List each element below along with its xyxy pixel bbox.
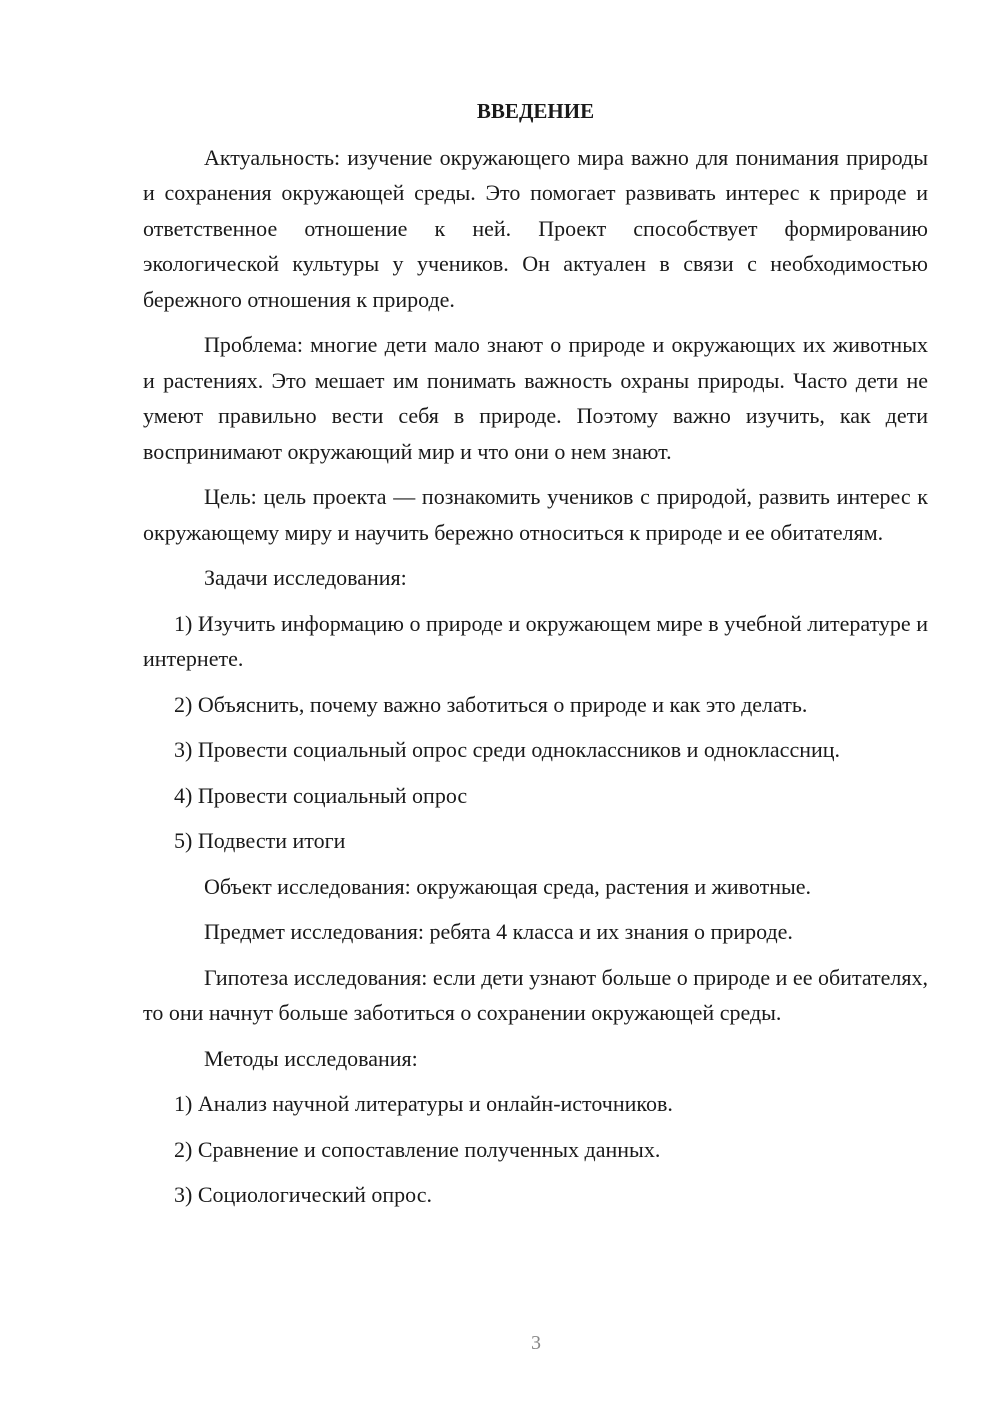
method-item: 1) Анализ научной литературы и онлайн-источников. <box>174 1091 673 1116</box>
problem-paragraph: Проблема: многие дети мало знают о природе и окружающих их животных и растениях. Это мешает им понимать важность охраны природы. Часто дети не умеют правильно вести себя в природе. Поэтому важно изучить, как дети воспринимают окружающий мир и что они о нем знают. <box>143 332 928 464</box>
task-item: 2) Объяснить, почему важно заботиться о природе и как это делать. <box>174 691 808 717</box>
methods-list <box>143 1086 928 1213</box>
relevance-paragraph: Актуальность: изучение окружающего мира важно для понимания природы и сохранения окружающей среды. Это помогает развивать интерес к природе и ответственное отношение к ней. Проект способствует формированию экологической культуры у учеников. Он актуален в связи с необходимостью бережного отношения к природе. <box>143 144 928 312</box>
subject-paragraph: Предмет исследования: ребята 4 класса и их знания о природе. <box>204 919 793 944</box>
task-item: 3) Провести социальный опрос среди одноклассников и одноклассниц. <box>174 737 841 762</box>
tasks-heading: Задачи исследования: <box>204 565 407 590</box>
page-number: 3 <box>531 1332 541 1354</box>
goal-paragraph: Цель: цель проекта — познакомить учеников с природой, развить интерес к окружающему миру и научить бережно относиться к природе и ее обитателям. <box>143 484 928 545</box>
method-item: 3) Социологический опрос. <box>174 1182 432 1207</box>
tasks-list <box>143 606 928 859</box>
task-item: 1) Изучить информацию о природе и окружающем мире в учебной литературе и интернете. <box>143 610 928 671</box>
page-title: ВВЕДЕНИЕ <box>476 99 595 123</box>
task-item: 5) Подвести итоги <box>174 828 346 853</box>
hypothesis-paragraph: Гипотеза исследования: если дети узнают больше о природе и ее обитателях, то они начнут больше заботиться о сохранении окружающей среды. <box>143 964 928 1025</box>
task-item: 4) Провести социальный опрос <box>174 782 468 808</box>
page-content <box>143 94 928 1223</box>
method-item: 2) Сравнение и сопоставление полученных данных. <box>174 1136 661 1162</box>
object-paragraph: Объект исследования: окружающая среда, растения и животные. <box>204 873 812 899</box>
methods-heading: Методы исследования: <box>204 1045 418 1071</box>
